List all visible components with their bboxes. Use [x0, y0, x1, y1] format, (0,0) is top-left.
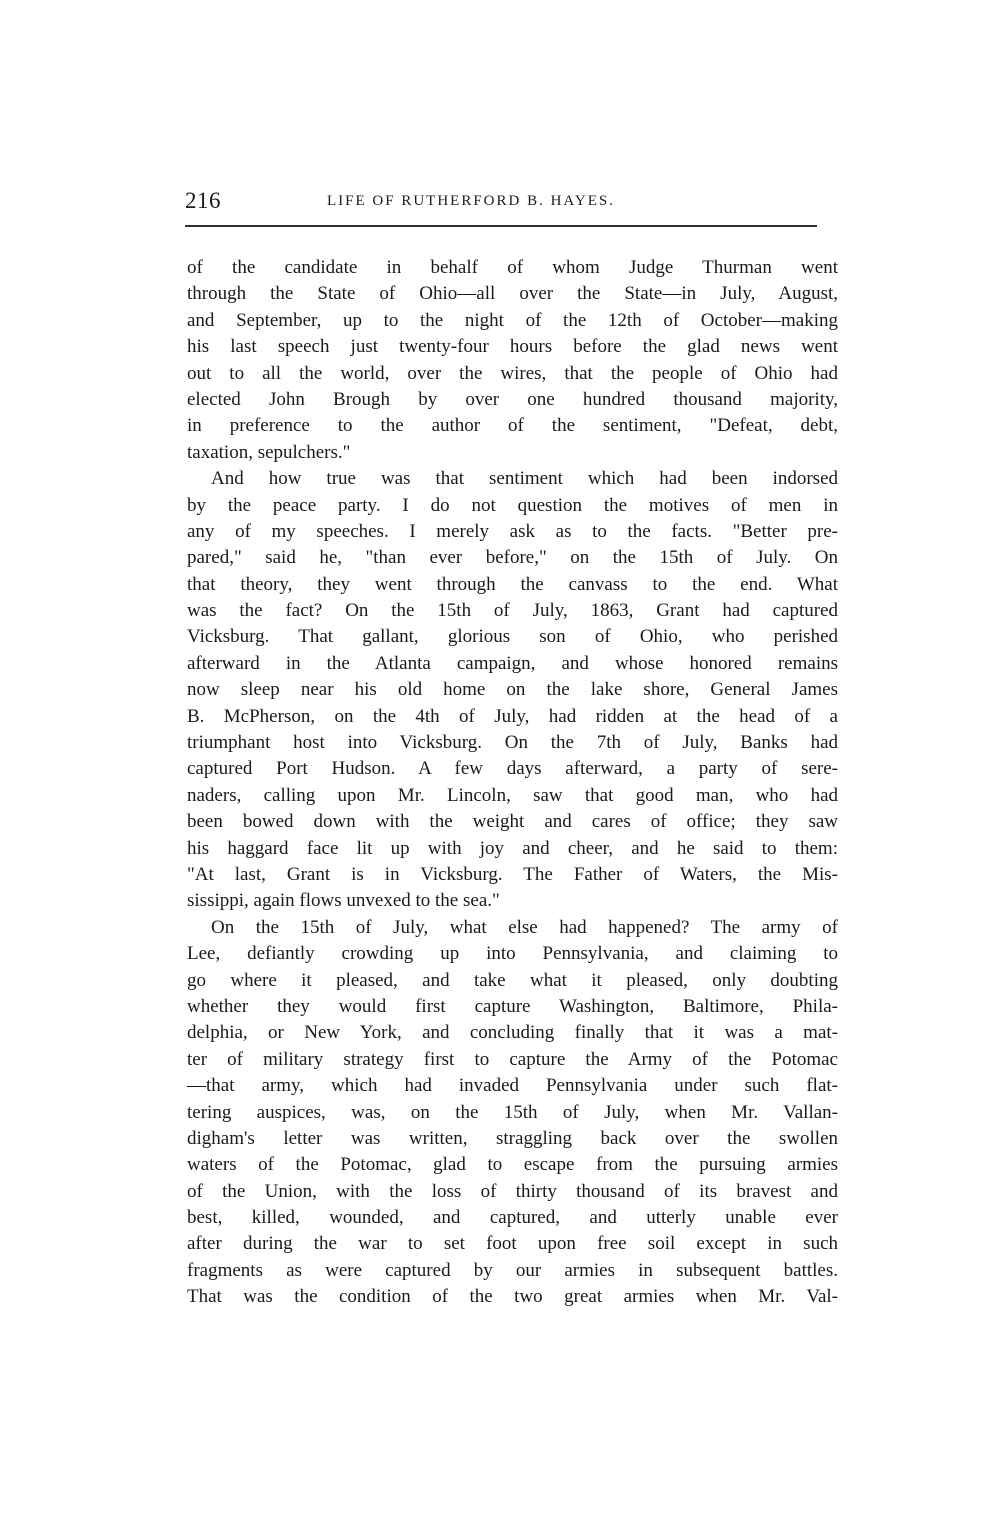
- text-line: —that army, which had invaded Pennsylvania under such flat-: [187, 1075, 838, 1097]
- text-line: best, killed, wounded, and captured, and utterly unable ever: [187, 1207, 838, 1229]
- text-line: and September, up to the night of the 12th of October—making: [187, 309, 838, 331]
- text-line: Vicksburg. That gallant, glorious son of Ohio, who perished: [187, 626, 838, 648]
- text-line: captured Port Hudson. A few days afterward, a party of sere-: [187, 758, 838, 780]
- paragraph-1: [187, 255, 838, 466]
- text-line: That was the condition of the two great armies when Mr. Val-: [187, 1286, 838, 1308]
- running-header: [185, 188, 837, 218]
- text-line: tering auspices, was, on the 15th of July, when Mr. Vallan-: [187, 1101, 838, 1123]
- text-line: "At last, Grant is in Vicksburg. The Father of Waters, the Mis-: [187, 863, 838, 885]
- text-line: out to all the world, over the wires, that the people of Ohio had: [187, 362, 838, 384]
- text-line: of the Union, with the loss of thirty thousand of its bravest and: [187, 1180, 838, 1202]
- text-line: by the peace party. I do not question the motives of men in: [187, 494, 838, 516]
- text-line: B. McPherson, on the 4th of July, had ridden at the head of a: [187, 705, 838, 727]
- page-number: 216: [185, 188, 221, 213]
- text-line: And how true was that sentiment which had been indorsed: [211, 468, 838, 490]
- text-line: was the fact? On the 15th of July, 1863, Grant had captured: [187, 600, 838, 622]
- text-line: taxation, sepulchers.": [187, 441, 351, 463]
- text-line: fragments as were captured by our armies in subsequent battles.: [187, 1259, 838, 1281]
- text-line: now sleep near his old home on the lake shore, General James: [187, 679, 838, 701]
- text-line: been bowed down with the weight and cares of office; they saw: [187, 811, 838, 833]
- text-line: ter of military strategy first to capture the Army of the Potomac: [187, 1048, 838, 1070]
- text-line: naders, calling upon Mr. Lincoln, saw that good man, who had: [187, 784, 838, 806]
- text-line: whether they would first capture Washington, Baltimore, Phila-: [187, 995, 838, 1017]
- text-line: that theory, they went through the canvass to the end. What: [187, 573, 838, 595]
- text-line: his last speech just twenty-four hours before the glad news went: [187, 336, 838, 358]
- text-line: triumphant host into Vicksburg. On the 7th of July, Banks had: [187, 732, 838, 754]
- text-line: any of my speeches. I merely ask as to the facts. "Better pre-: [187, 520, 838, 542]
- text-line: pared," said he, "than ever before," on the 15th of July. On: [187, 547, 838, 569]
- text-line: after during the war to set foot upon free soil except in such: [187, 1233, 838, 1255]
- text-line: On the 15th of July, what else had happened? The army of: [211, 916, 838, 938]
- text-line: go where it pleased, and take what it pleased, only doubting: [187, 969, 838, 991]
- text-line: digham's letter was written, straggling back over the swollen: [187, 1127, 838, 1149]
- body-text: [187, 255, 838, 1311]
- text-line: through the State of Ohio—all over the State—in July, August,: [187, 283, 838, 305]
- text-line: delphia, or New York, and concluding finally that it was a mat-: [187, 1022, 838, 1044]
- text-line: his haggard face lit up with joy and cheer, and he said to them:: [187, 837, 838, 859]
- paragraph-2: [187, 466, 838, 915]
- text-line: sissippi, again flows unvexed to the sea.": [187, 890, 500, 912]
- text-line: of the candidate in behalf of whom Judge Thurman went: [187, 257, 838, 278]
- text-line: in preference to the author of the sentiment, "Defeat, debt,: [187, 415, 838, 437]
- paragraph-3: [187, 915, 838, 1311]
- running-title: LIFE OF RUTHERFORD B. HAYES.: [327, 193, 615, 209]
- text-line: afterward in the Atlanta campaign, and whose honored remains: [187, 652, 838, 674]
- text-line: Lee, defiantly crowding up into Pennsylvania, and claiming to: [187, 943, 838, 965]
- text-line: waters of the Potomac, glad to escape from the pursuing armies: [187, 1154, 838, 1176]
- header-rule: [185, 225, 817, 227]
- text-line: elected John Brough by over one hundred thousand majority,: [187, 388, 838, 410]
